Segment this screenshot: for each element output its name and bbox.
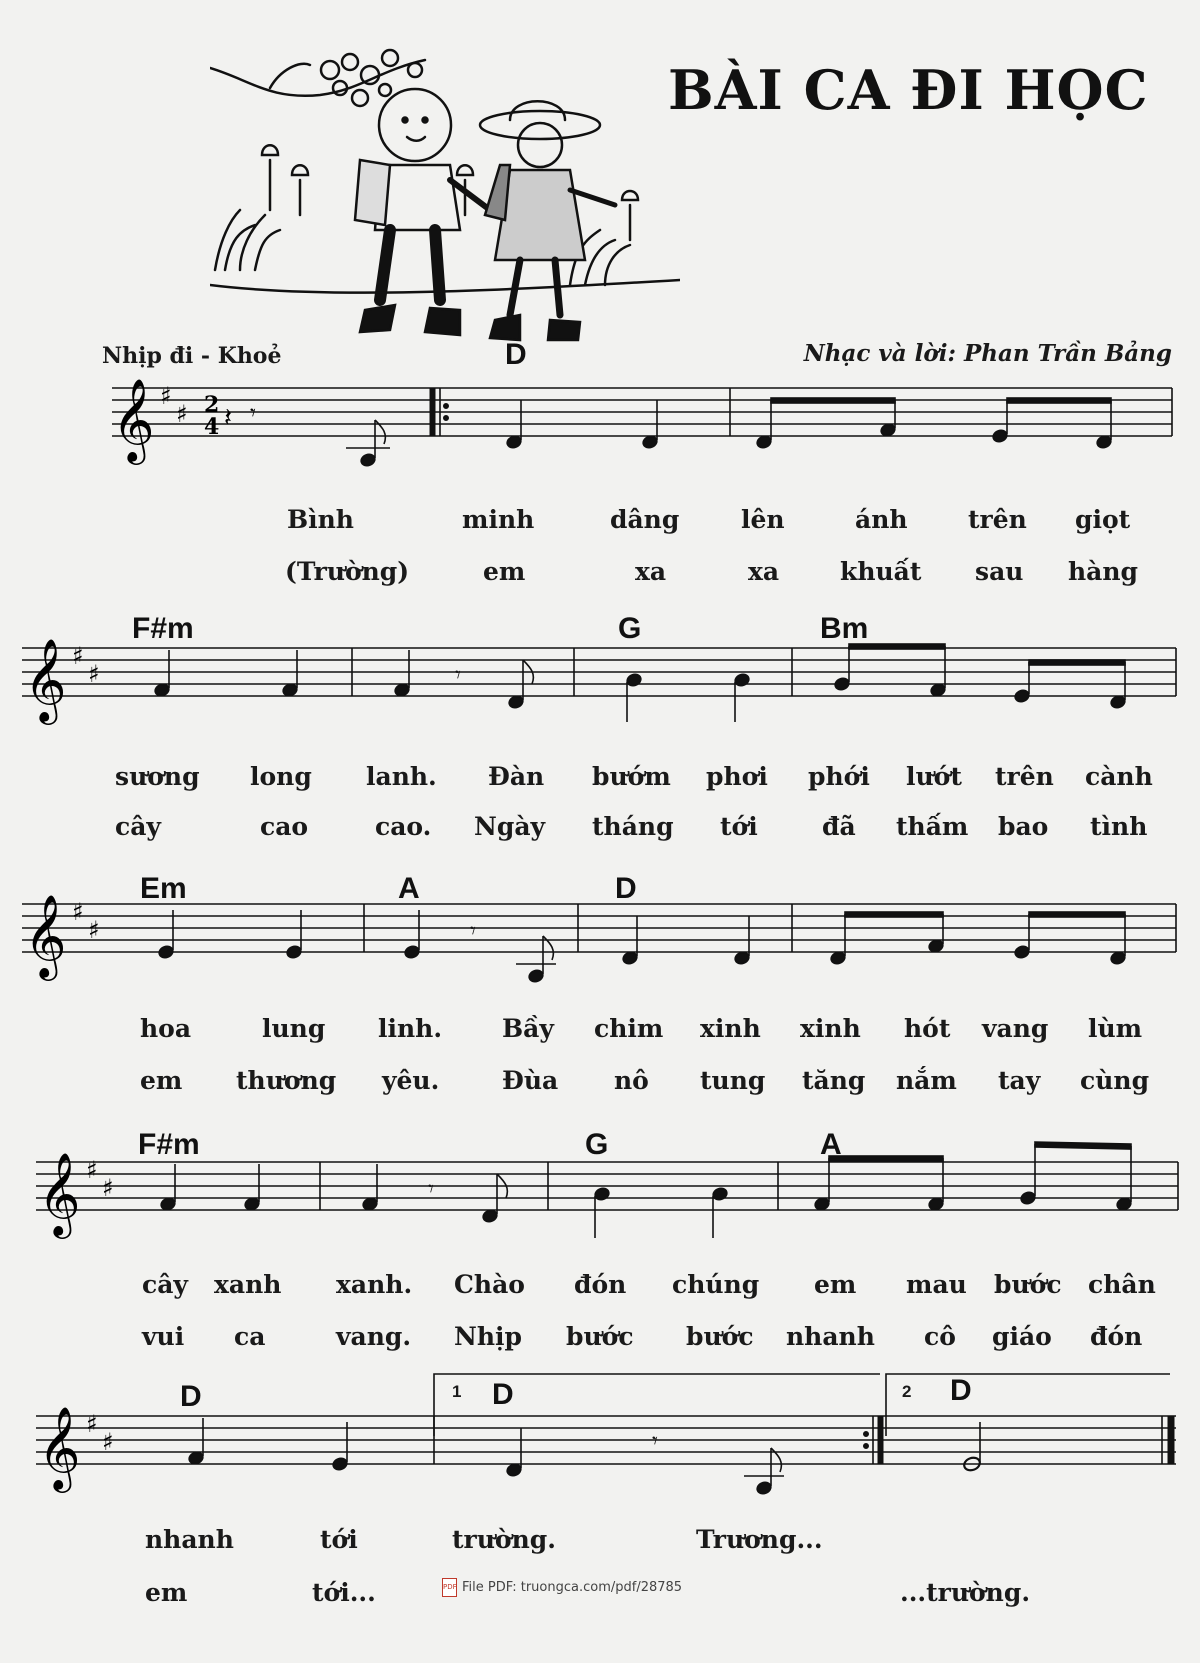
lyrics-row-2-verse-2 <box>0 812 1200 846</box>
note <box>346 420 390 468</box>
note <box>404 944 421 959</box>
lyrics-row-2-verse-1 <box>0 762 1200 796</box>
chord-symbol: A <box>820 1128 842 1161</box>
lyric-syllable: Ngày <box>474 812 546 841</box>
lyric-syllable: tới <box>320 1525 358 1554</box>
eighth-rest-icon: 𝄾 <box>428 1177 434 1202</box>
lyric-syllable: bướm <box>592 762 671 791</box>
treble-clef-icon: 𝄞 <box>24 893 67 977</box>
lyric-syllable: đón <box>574 1270 627 1299</box>
sharp-icon: ♯ <box>176 400 188 428</box>
lyric-syllable: mau <box>906 1270 967 1299</box>
pdf-file-icon: PDF <box>442 1578 457 1597</box>
lyric-syllable: Bình <box>287 505 354 534</box>
lyric-syllable: em <box>140 1066 183 1095</box>
chord-symbol: D <box>505 338 527 371</box>
lyric-syllable: hàng <box>1068 557 1139 586</box>
lyric-syllable: đón <box>1090 1322 1143 1351</box>
note <box>992 428 1009 443</box>
lyric-syllable: bước <box>994 1270 1062 1299</box>
lyric-syllable: linh. <box>378 1014 443 1043</box>
lyric-syllable: cao. <box>375 812 432 841</box>
chord-symbol: Em <box>140 872 187 905</box>
lyric-syllable: lướt <box>906 762 962 791</box>
lyric-syllable: hoa <box>140 1014 192 1043</box>
lyric-syllable: Đàn <box>488 762 545 791</box>
lyric-syllable: thương <box>236 1066 337 1095</box>
sharp-icon: ♯ <box>88 660 100 688</box>
second-ending-number: 2 <box>902 1382 912 1401</box>
lyric-syllable: minh <box>462 505 535 534</box>
note <box>286 944 303 959</box>
note <box>1020 1190 1037 1205</box>
lyric-syllable: bao <box>998 812 1049 841</box>
sharp-icon: ♯ <box>72 642 84 670</box>
lyric-syllable: tới <box>720 812 758 841</box>
lyric-syllable: chân <box>1088 1270 1156 1299</box>
note <box>594 1186 611 1201</box>
chord-symbol: D <box>615 872 637 905</box>
lyric-syllable: chim <box>594 1014 664 1043</box>
lyric-syllable: bước <box>686 1322 754 1351</box>
lyric-syllable: cây <box>142 1270 188 1299</box>
treble-clef-icon: 𝄞 <box>112 377 155 461</box>
chord-symbol: A <box>398 872 420 905</box>
sharp-icon: ♯ <box>86 1410 98 1438</box>
note <box>1014 944 1031 959</box>
lyric-syllable: cành <box>1085 762 1153 791</box>
lyric-syllable: Trương... <box>696 1525 823 1554</box>
lyrics-row-4-verse-1 <box>0 1270 1200 1304</box>
pdf-watermark[interactable] <box>442 1578 682 1597</box>
lyric-syllable: cây <box>115 812 161 841</box>
lyric-syllable: yêu. <box>382 1066 440 1095</box>
time-sig-top: 2 <box>204 392 220 418</box>
note <box>712 1186 729 1201</box>
lyric-syllable: tình <box>1090 812 1148 841</box>
note <box>626 672 643 687</box>
lyric-syllable: xinh <box>800 1014 861 1043</box>
lyric-syllable: (Trường) <box>285 557 410 586</box>
lyric-syllable: tới... <box>312 1578 376 1607</box>
lyric-syllable: Nhịp <box>454 1322 523 1351</box>
lyrics-row-1-verse-2 <box>0 557 1200 591</box>
lyric-syllable: tung <box>700 1066 766 1095</box>
chord-symbol: Bm <box>820 612 869 645</box>
chord-symbol: F#m <box>138 1128 200 1161</box>
lyric-syllable: lung <box>262 1014 326 1043</box>
sharp-icon: ♯ <box>102 1174 114 1202</box>
lyrics-row-5-verse-1 <box>0 1525 1200 1559</box>
lyric-syllable: đã <box>822 812 856 841</box>
lyrics-row-4-verse-2 <box>0 1322 1200 1356</box>
lyric-syllable: tháng <box>592 812 674 841</box>
second-ending-bracket <box>886 1374 1170 1436</box>
time-sig-bottom: 4 <box>204 414 220 440</box>
lyric-syllable: phơi <box>706 762 768 791</box>
eighth-rest-icon: 𝄾 <box>250 401 256 426</box>
note <box>1014 688 1031 703</box>
lyric-syllable: nhanh <box>145 1525 234 1554</box>
sharp-icon: ♯ <box>72 898 84 926</box>
lyric-syllable: lên <box>741 505 785 534</box>
staff-1 <box>0 370 1200 480</box>
lyric-syllable: trên <box>995 762 1054 791</box>
lyric-syllable: hót <box>904 1014 951 1043</box>
note <box>158 944 175 959</box>
children-walking-illustration <box>210 40 680 370</box>
lyric-syllable: chúng <box>672 1270 760 1299</box>
eighth-rest-icon: 𝄾 <box>455 663 461 688</box>
chord-symbol: F#m <box>132 612 194 645</box>
lyric-syllable: tay <box>998 1066 1041 1095</box>
lyric-syllable: em <box>483 557 526 586</box>
lyric-syllable: vang. <box>336 1322 412 1351</box>
sharp-icon: ♯ <box>160 382 172 410</box>
lyric-syllable: sau <box>975 557 1024 586</box>
note <box>756 1480 773 1495</box>
lyric-syllable: vui <box>142 1322 185 1351</box>
lyric-syllable: khuất <box>840 557 922 586</box>
lyric-syllable: lùm <box>1088 1014 1143 1043</box>
tempo-marking: Nhịp đi - Khoẻ <box>102 343 282 369</box>
lyric-syllable: long <box>250 762 312 791</box>
lyric-syllable: trường. <box>452 1525 556 1554</box>
lyric-syllable: bước <box>566 1322 634 1351</box>
lyric-syllable: xanh. <box>336 1270 413 1299</box>
lyric-syllable: cao <box>260 812 309 841</box>
lyric-syllable: cô <box>924 1322 956 1351</box>
lyric-syllable: vang <box>982 1014 1049 1043</box>
quarter-rest-icon: 𝄽 <box>224 403 232 433</box>
lyric-syllable: lanh. <box>366 762 437 791</box>
lyric-syllable: Đùa <box>502 1066 559 1095</box>
lyric-syllable: xa <box>748 557 780 586</box>
lyric-syllable: giọt <box>1075 505 1131 534</box>
chord-symbol: D <box>950 1374 972 1407</box>
lyric-syllable: sương <box>115 762 200 791</box>
chord-symbol: D <box>180 1380 202 1413</box>
note <box>734 672 751 687</box>
treble-clef-icon: 𝄞 <box>38 1151 81 1235</box>
lyric-syllable: xa <box>635 557 667 586</box>
lyric-syllable: em <box>145 1578 188 1607</box>
lyric-syllable: tăng <box>802 1066 866 1095</box>
chord-symbol: G <box>585 1128 609 1161</box>
lyric-syllable: ánh <box>855 505 908 534</box>
watermark-text: File PDF: truongca.com/pdf/28785 <box>462 1580 683 1595</box>
lyric-syllable: Bầy <box>502 1014 554 1043</box>
lyric-syllable: dâng <box>610 505 680 534</box>
eighth-rest-icon: 𝄾 <box>470 919 476 944</box>
lyric-syllable: cùng <box>1080 1066 1150 1095</box>
sharp-icon: ♯ <box>88 916 100 944</box>
eighth-rest-icon: 𝄾 <box>652 1429 658 1454</box>
song-title: BÀI CA ĐI HỌC <box>668 58 1149 122</box>
note <box>528 968 545 983</box>
note <box>332 1456 349 1471</box>
lyrics-row-3-verse-2 <box>0 1066 1200 1100</box>
composer-credit: Nhạc và lời: Phan Trần Bảng <box>803 340 1172 367</box>
treble-clef-icon: 𝄞 <box>24 637 67 721</box>
lyric-syllable: giáo <box>992 1322 1052 1351</box>
lyric-syllable: ...trường. <box>900 1578 1031 1607</box>
lyric-syllable: Chào <box>454 1270 525 1299</box>
lyric-syllable: ca <box>234 1322 266 1351</box>
sharp-icon: ♯ <box>86 1156 98 1184</box>
lyric-syllable: thấm <box>896 812 969 841</box>
lyric-syllable: xinh <box>700 1014 761 1043</box>
lyrics-row-1-verse-1 <box>0 505 1200 539</box>
lyric-syllable: trên <box>968 505 1027 534</box>
treble-clef-icon: 𝄞 <box>38 1405 81 1489</box>
lyric-syllable: phới <box>808 762 870 791</box>
first-ending-number: 1 <box>452 1382 462 1401</box>
note <box>834 676 851 691</box>
sharp-icon: ♯ <box>102 1428 114 1456</box>
chord-symbol: G <box>618 612 642 645</box>
chord-symbol: D <box>492 1378 514 1411</box>
lyric-syllable: nhanh <box>786 1322 875 1351</box>
lyric-syllable: nô <box>614 1066 649 1095</box>
lyric-syllable: xanh <box>214 1270 282 1299</box>
lyric-syllable: em <box>814 1270 857 1299</box>
lyrics-row-3-verse-1 <box>0 1014 1200 1048</box>
lyric-syllable: nắm <box>896 1066 957 1095</box>
